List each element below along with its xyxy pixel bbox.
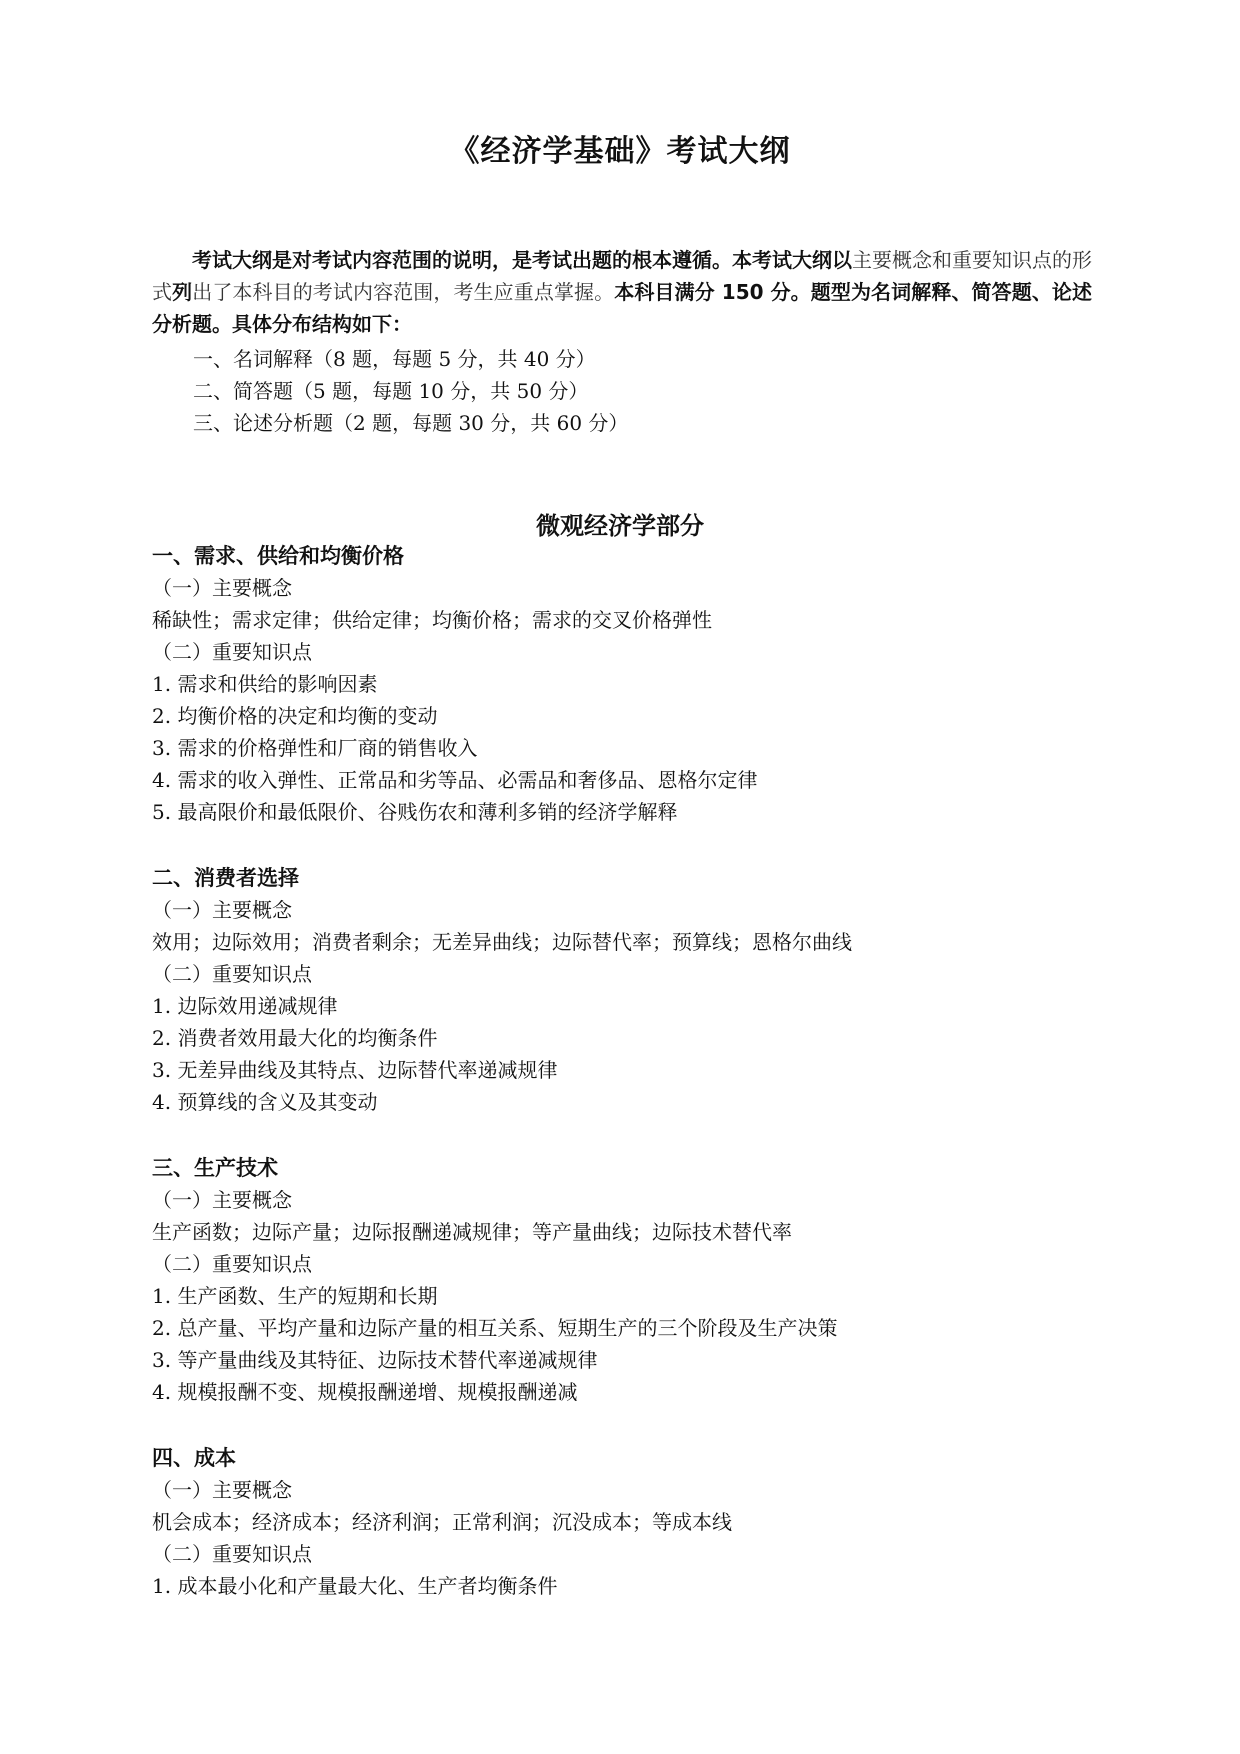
point-item: 3. 等产量曲线及其特征、边际技术替代率递减规律 [152,1348,598,1372]
point-item: 1. 生产函数、生产的短期和长期 [152,1284,438,1308]
chapter-heading: 四、成本 [152,1446,236,1470]
point-item: 4. 需求的收入弹性、正常品和劣等品、必需品和奢侈品、恩格尔定律 [152,768,758,792]
chapter-4 [152,1442,1112,1602]
concepts-label: （一）主要概念 [152,1478,292,1502]
intro-text-bold-2: 列 [172,280,193,304]
points-label: （二）重要知识点 [152,1542,312,1566]
point-item: 3. 需求的价格弹性和厂商的销售收入 [152,736,478,760]
document-title: 《经济学基础》考试大纲 [449,134,791,169]
chapter-heading: 一、需求、供给和均衡价格 [152,544,404,568]
chapter-3 [152,1152,1112,1408]
points-label: （二）重要知识点 [152,962,312,986]
intro-text-normal-1: 主要概念和重要知识点的形式 [152,248,1092,304]
point-item: 2. 总产量、平均产量和边际产量的相互关系、短期生产的三个阶段及生产决策 [152,1316,838,1340]
question-type-item: 一、名词解释（8 题，每题 5 分，共 40 分） [193,347,596,371]
point-item: 1. 需求和供给的影响因素 [152,672,378,696]
intro-paragraph [152,244,1092,340]
concepts-text: 机会成本；经济成本；经济利润；正常利润；沉没成本；等成本线 [152,1510,732,1534]
point-item: 2. 消费者效用最大化的均衡条件 [152,1026,438,1050]
concepts-text: 效用；边际效用；消费者剩余；无差异曲线；边际替代率；预算线；恩格尔曲线 [152,930,852,954]
point-item: 1. 边际效用递减规律 [152,994,338,1018]
intro-text-normal-2: 出了本科目的考试内容范围，考生应重点掌握。 [192,280,615,304]
concepts-text: 稀缺性；需求定律；供给定律；均衡价格；需求的交叉价格弹性 [152,608,712,632]
concepts-label: （一）主要概念 [152,898,292,922]
concepts-text: 生产函数；边际产量；边际报酬递减规律；等产量曲线；边际技术替代率 [152,1220,792,1244]
points-label: （二）重要知识点 [152,640,312,664]
section-title: 微观经济学部分 [536,512,704,540]
point-item: 2. 均衡价格的决定和均衡的变动 [152,704,438,728]
chapter-heading: 三、生产技术 [152,1156,278,1180]
question-types-list [193,343,628,439]
question-type-item: 三、论述分析题（2 题，每题 30 分，共 60 分） [193,411,629,435]
point-item: 5. 最高限价和最低限价、谷贱伤农和薄利多销的经济学解释 [152,800,678,824]
chapter-1 [152,540,1112,828]
points-label: （二）重要知识点 [152,1252,312,1276]
point-item: 1. 成本最小化和产量最大化、生产者均衡条件 [152,1574,558,1598]
point-item: 4. 规模报酬不变、规模报酬递增、规模报酬递减 [152,1380,578,1404]
point-item: 3. 无差异曲线及其特点、边际替代率递减规律 [152,1058,558,1082]
question-type-item: 二、简答题（5 题，每题 10 分，共 50 分） [193,379,589,403]
intro-text-bold-3: 本科目满分 150 分。题型为名词解释、简答题、论述分析题。具体分布结构如下： [152,280,1093,336]
point-item: 4. 预算线的含义及其变动 [152,1090,378,1114]
concepts-label: （一）主要概念 [152,1188,292,1212]
concepts-label: （一）主要概念 [152,576,292,600]
intro-text-bold-1: 考试大纲是对考试内容范围的说明，是考试出题的根本遵循。本考试大纲以 [192,248,852,272]
chapter-heading: 二、消费者选择 [152,866,299,890]
chapter-2 [152,862,1112,1118]
